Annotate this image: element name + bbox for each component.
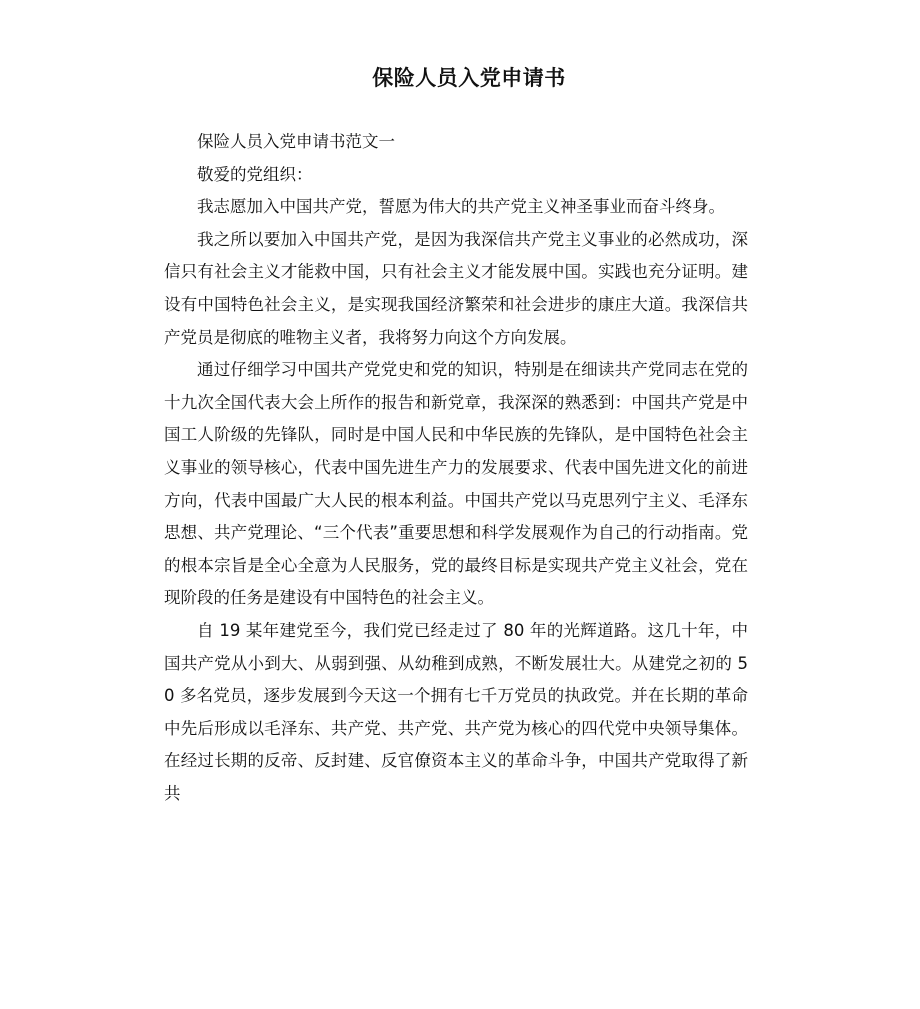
paragraph-salutation: 敬爱的党组织：: [197, 164, 313, 184]
paragraph: 我之所以要加入中国共产党，是因为我深信共产党主义事业的必然成功，深信只有社会主义才能救中国，只有社会主义才能发展中国。实践也充分证明。建设有中国特色社会主义，是实现我国经济繁荣和社会进步的康庄大道。我深信共产党员是彻底的唯物主义者，我将努力向这个方向发展。: [164, 229, 748, 347]
paragraph: 我志愿加入中国共产党，誓愿为伟大的共产党主义神圣事业而奋斗终身。: [197, 197, 725, 217]
paragraph-heading: 保险人员入党申请书范文一: [197, 132, 395, 151]
document-title: 保险人员入党申请书: [372, 66, 566, 90]
paragraph: 通过仔细学习中国共产党党史和党的知识，特别是在细读共产党同志在党的十九次全国代表大会上所作的报告和新党章，我深深的熟悉到：中国共产党是中国工人阶级的先锋队，同时是中国人民和中华民族的先锋队，是中国特色社会主义事业的领导核心，代表中国先进生产力的发展要求、代表中国先进文化的前进方向，代表中国最广大人民的根本利益。中国共产党以马克思列宁主义、毛泽东思想、共产党理论、“三个代表”重要思想和科学发展观作为自己的行动指南。党的根本宗旨是全心全意为人民服务，党的最终目标是实现共产党主义社会，党在现阶段的任务是建设有中国特色的社会主义。: [164, 360, 748, 608]
paragraph: 自 19 某年建党至今，我们党已经走过了 80 年的光辉道路。这几十年，中国共产党从小到大、从弱到强、从幼稚到成熟，不断发展壮大。从建党之初的 50 多名党员，逐步发展到今天这一个拥有七千万党员的执政党。并在长期的革命中先后形成以毛泽东、共产党、共产党、共产党为核心的四代党中央领导集体。在经过长期的反帝、反封建、反官僚资本主义的革命斗争，中国共产党取得了新共: [164, 620, 748, 803]
document-body: [164, 126, 748, 810]
